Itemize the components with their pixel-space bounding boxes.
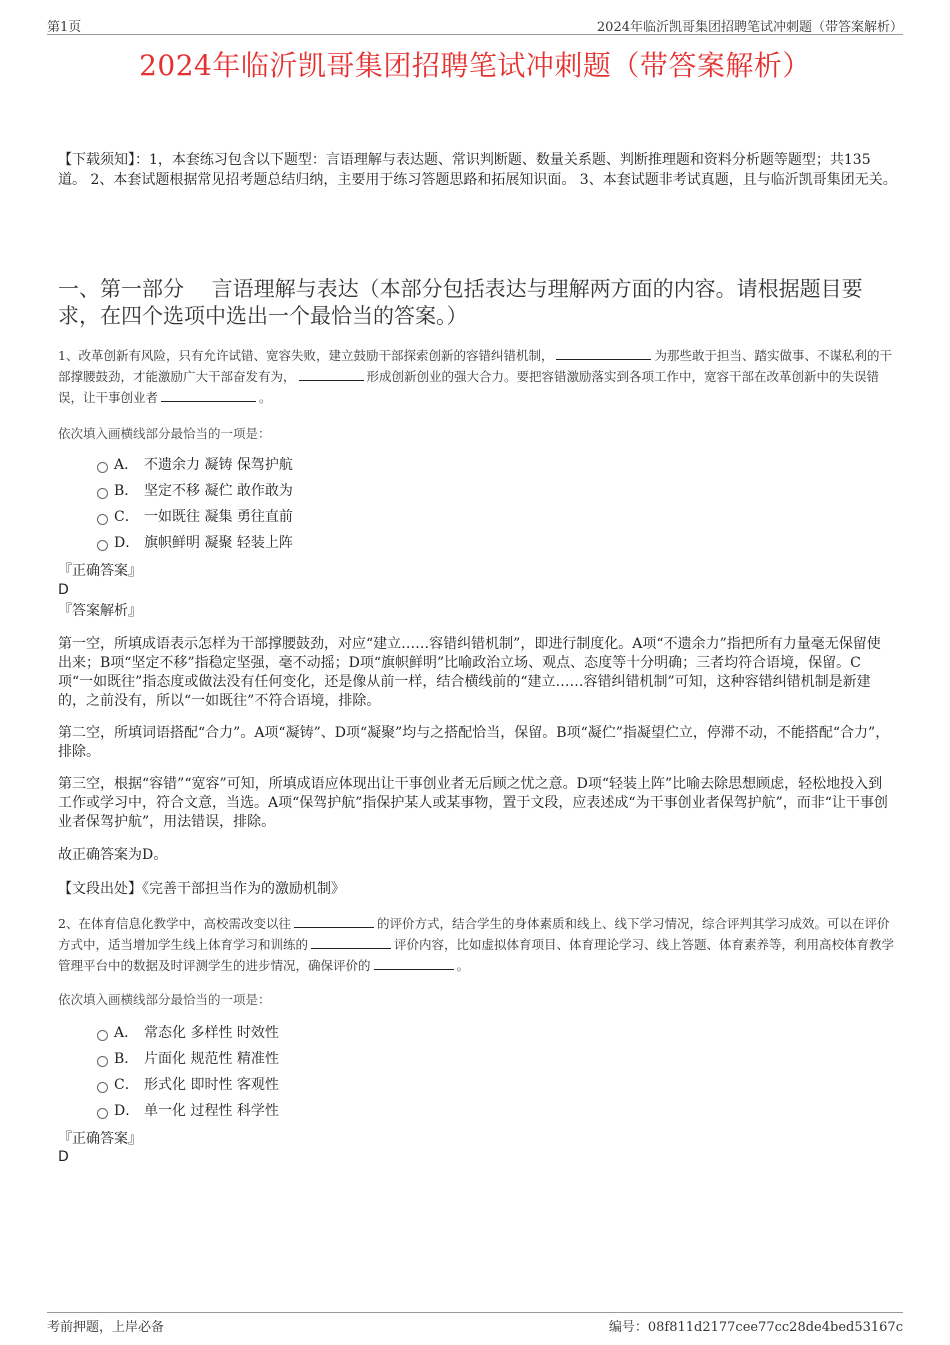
- fill-blank: [161, 387, 256, 402]
- document-id: 编号：08f811d2177cee77cc28de4bed53167c: [608, 1320, 903, 1335]
- source-note: 【文段出处】《完善干部担当作为的激励机制》: [58, 881, 345, 897]
- option-c[interactable]: C． 形式化 即时性 客观性: [97, 1072, 279, 1098]
- answer-value: D: [58, 582, 69, 598]
- answer-value: D: [58, 1149, 69, 1165]
- radio-icon[interactable]: [97, 1108, 108, 1119]
- option-d[interactable]: D． 旗帜鲜明 凝聚 轻装上阵: [97, 530, 293, 556]
- footer-slogan: 考前押题，上岸必备: [47, 1320, 165, 1335]
- page-number: 第1页: [47, 20, 82, 35]
- question-1-stem: [58, 345, 898, 408]
- analysis-label: 『答案解析』: [58, 603, 142, 619]
- question-2-prompt: 依次填入画横线部分最恰当的一项是：: [58, 992, 271, 1007]
- fill-blank: [294, 913, 374, 928]
- q2-text-part3: 评价内容，比如虚拟体育项目、体育理论学习、线上答题、体育素养等，利用高校体育教学管理平台中的数据及时评测学生的进步情况，确保评价的: [58, 937, 895, 973]
- page-footer: [47, 1312, 903, 1333]
- question-2-options: [97, 1020, 279, 1124]
- question-2-stem: [58, 913, 898, 976]
- header-doc-title: 2024年临沂凯哥集团招聘笔试冲刺题（带答案解析）: [596, 20, 903, 35]
- q2-text-part2: 的评价方式，结合学生的身体素质和线上、线下学习情况，综合评判其学习成效。可以在评价方式中，适当增加学生线上体育学习和训练的: [58, 916, 890, 952]
- download-notice: 【下载须知】：1，本套练习包含以下题型：言语理解与表达题、常识判断题、数量关系题、判断推理题和资料分析题等题型；共135道。 2、本套试题根据常见招考题总结归纳，主要用于练习答题思路和拓展知识面。 3、本套试题非考试真题，且与临沂凯哥集团无关。: [58, 152, 897, 188]
- answer-label: 『正确答案』: [58, 1131, 142, 1147]
- page-header: [47, 14, 903, 35]
- analysis-paragraph-2: 第二空，所填词语搭配“合力”。A项“凝铸”、D项“凝聚”均与之搭配恰当，保留。B项“凝伫”指凝望伫立，停滞不动，不能搭配“合力”，排除。: [58, 725, 890, 760]
- q1-text-part4: 。: [259, 390, 272, 405]
- option-b[interactable]: B． 坚定不移 凝伫 敢作敢为: [97, 478, 293, 504]
- radio-icon[interactable]: [97, 1082, 108, 1093]
- question-1-prompt: 依次填入画横线部分最恰当的一项是：: [58, 426, 271, 441]
- fill-blank: [299, 366, 364, 381]
- radio-icon[interactable]: [97, 540, 108, 551]
- q1-text-part3: 形成创新创业的强大合力。要把容错激励落实到各项工作中，宽容干部在改革创新中的失误错误，让干事创业者: [58, 369, 880, 405]
- q2-text-part1: 2、在体育信息化教学中，高校需改变以往: [58, 916, 291, 931]
- analysis-paragraph-1: 第一空，所填成语表示怎样为干部撑腰鼓劲，对应“建立……容错纠错机制”，即进行制度化。A项“不遗余力”指把所有力量毫无保留使出来；B项“坚定不移”指稳定坚强，毫不动摇；D项“旗帜鲜明”比喻政治立场、观点、态度等十分明确；三者均符合语境，保留。C项“一如既往”指态度或做法没有任何变化，还是像从前一样，结合横线前的“建立……容错纠错机制”可知，这种容错纠错机制是新建的，之前没有，所以“一如既往”不符合语境，排除。: [58, 636, 881, 709]
- radio-icon[interactable]: [97, 462, 108, 473]
- radio-icon[interactable]: [97, 488, 108, 499]
- option-c[interactable]: C． 一如既往 凝集 勇往直前: [97, 504, 293, 530]
- radio-icon[interactable]: [97, 514, 108, 525]
- analysis-paragraph-3: 第三空，根据“容错”“宽容”可知，所填成语应体现出让干事创业者无后顾之忧之意。D项“轻装上阵”比喻去除思想顾虑，轻松地投入到工作或学习中，符合文意，当选。A项“保驾护航”指保护某人或某事物，置于文段，应表述成“为干事创业者保驾护航”，而非“让干事创业者保驾护航”，用法错误，排除。: [58, 776, 888, 830]
- q2-text-part4: 。: [456, 958, 470, 973]
- fill-blank: [374, 955, 454, 970]
- analysis-conclusion: 故正确答案为D。: [58, 847, 168, 863]
- q1-text-part2: 为那些敢于担当、踏实做事、不谋私利的干部撑腰鼓劲，才能激励广大干部奋发有为，: [58, 348, 892, 384]
- option-b[interactable]: B． 片面化 规范性 精准性: [97, 1046, 279, 1072]
- option-a[interactable]: A． 不遗余力 凝铸 保驾护航: [97, 452, 293, 478]
- option-a[interactable]: A． 常态化 多样性 时效性: [97, 1020, 279, 1046]
- option-d[interactable]: D． 单一化 过程性 科学性: [97, 1098, 279, 1124]
- document-title: 2024年临沂凯哥集团招聘笔试冲刺题（带答案解析）: [139, 49, 811, 82]
- question-1-options: [97, 452, 293, 556]
- section-heading: 一、第一部分 言语理解与表达（本部分包括表达与理解两方面的内容。请根据题目要求，在四个选项中选出一个最恰当的答案。）: [58, 277, 863, 328]
- radio-icon[interactable]: [97, 1030, 108, 1041]
- radio-icon[interactable]: [97, 1056, 108, 1067]
- fill-blank: [556, 345, 651, 360]
- answer-label: 『正确答案』: [58, 563, 142, 579]
- fill-blank: [311, 934, 391, 949]
- q1-text-part1: 1、改革创新有风险，只有允许试错、宽容失败，建立鼓励干部探索创新的容错纠错机制，: [58, 348, 554, 363]
